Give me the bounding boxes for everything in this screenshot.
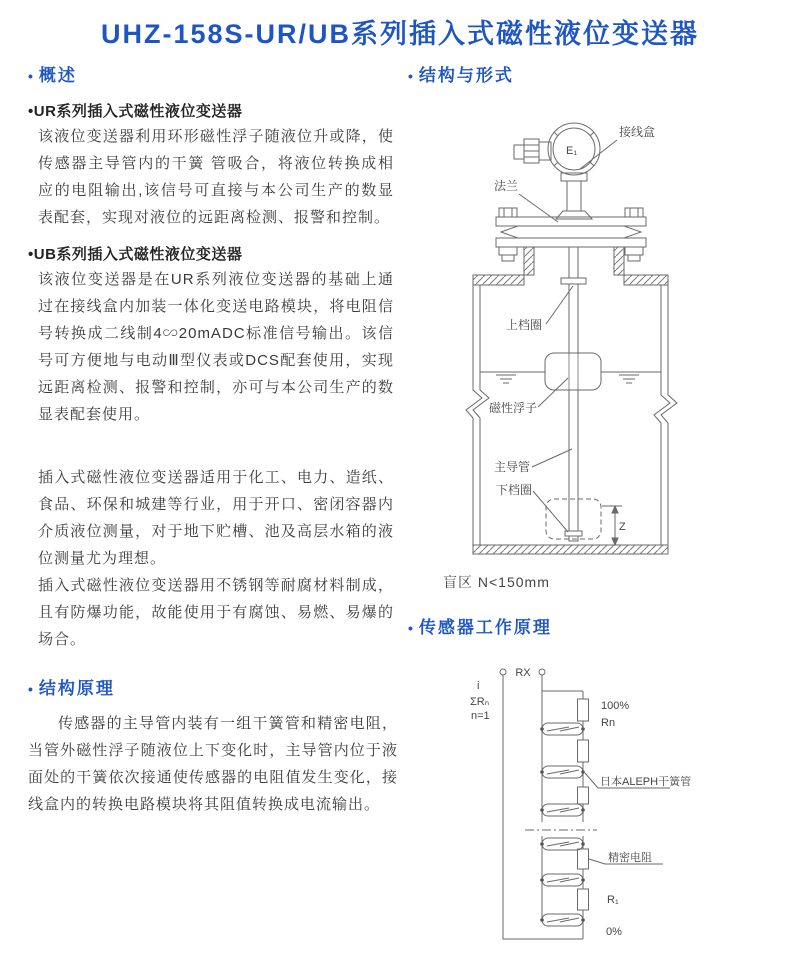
ub-series-paragraph: 该液位变送器是在UR系列液位变送器的基础上通过在接线盒内加装一体化变送电路模块，将电阻信号转换成二线制4∽20mADC标准信号输出。该信号可方便地与电动Ⅲ型仪表或DCS配套使用，实现远距离检测、报警和控制，亦可与本公司生产的数显表配套使用。 [38,271,394,423]
magnetic-float [545,353,601,390]
upper-ring-label: 上档圈 [506,318,543,332]
e-mark-label: E₁ [566,145,578,157]
structure-diagram [406,102,791,564]
bullet-icon: • [28,681,33,697]
structure-principle-header-text: 结构原理 [38,679,115,698]
upper-retaining-ring [561,278,586,284]
rx-label: RX [515,667,531,679]
float-label: 磁性浮子 [489,401,538,415]
left-column [28,64,398,818]
guide-tube-label: 主导管 [494,460,531,474]
structure-form-header-text: 结构与形式 [418,66,514,85]
blind-zone-caption: 盲区 N<150mm [443,574,550,590]
z-dim-label: Z [619,521,626,533]
flange-label: 法兰 [494,179,519,193]
r1-label: R₁ [607,894,619,906]
materials-paragraph: 插入式磁性液位变送器用不锈钢等耐腐材料制成，且有防爆功能，故能使用于有腐蚀、易燃、易爆的场合。 [38,577,394,648]
precision-resistor-label: 精密电阻 [608,852,652,864]
ub-series-heading [28,244,398,266]
resistor [578,849,589,869]
page-title: UHZ-158S-UR/UB系列插入式磁性液位变送器 [100,19,700,49]
bullet-icon: • [408,620,413,636]
rn-label: Rn [601,717,616,729]
bullet-icon: • [28,68,33,84]
bullet-icon: • [28,246,34,263]
bullet-icon: • [28,103,34,120]
cable-gland-icon [514,139,551,163]
full-scale-label: 100% [601,700,630,712]
terminal [539,669,545,675]
overview-header [28,64,398,88]
sensor-principle-header [408,616,796,640]
reed-switch-label: 日本ALEPH干簧管 [600,776,692,788]
structure-principle-paragraph: 传感器的主导管内装有一组干簧管和精密电阻，当管外磁性浮子随液位上下变化时，主导管内位于液面处的干簧依次接通使传感器的电阻值发生变化，接线盒内的转换电路模块将其阻值转换成电流输出。 [28,715,398,813]
resistor [578,787,589,804]
ur-series-paragraph: 该液位变送器利用环形磁性浮子随液位升或降，使传感器主导管内的干簧 管吸合，将液位转换成相应的电阻输出,该信号可直接与本公司生产的数显表配套，实现对液位的远距离检测、报警和控制。 [38,128,394,226]
sum-top-label: i [477,680,480,692]
junction-box-label: 接线盒 [619,125,656,139]
lower-ring-label: 下档圈 [496,483,533,497]
sum-bottom-label: n=1 [471,710,490,722]
sensor-principle-header-text: 传感器工作原理 [418,618,552,637]
resistor [578,699,589,721]
ur-series-heading [28,101,398,123]
structure-principle-header [28,677,398,701]
reed-switches [542,723,583,926]
structure-form-header [408,64,796,88]
ub-series-heading-text: UB系列插入式磁性液位变送器 [33,246,243,263]
bullet-icon: • [408,68,413,84]
right-column [408,64,796,952]
resistor [578,889,589,910]
sensor-circuit-diagram [455,652,720,952]
tank-walls [466,285,677,545]
resistor [578,740,589,762]
zero-scale-label: 0% [606,926,622,938]
ur-series-heading-text: UR系列插入式磁性液位变送器 [33,103,243,120]
overview-header-text: 概述 [38,66,77,85]
sum-mid-label: ΣRₙ [470,696,490,708]
terminal [500,669,506,675]
applications-paragraph: 插入式磁性液位变送器适用于化工、电力、造纸、食品、环保和城建等行业，用于开口、密闭容器内介质液位测量，对于地下贮槽、池及高层水箱的液位测量尤为理想。 [38,469,394,567]
